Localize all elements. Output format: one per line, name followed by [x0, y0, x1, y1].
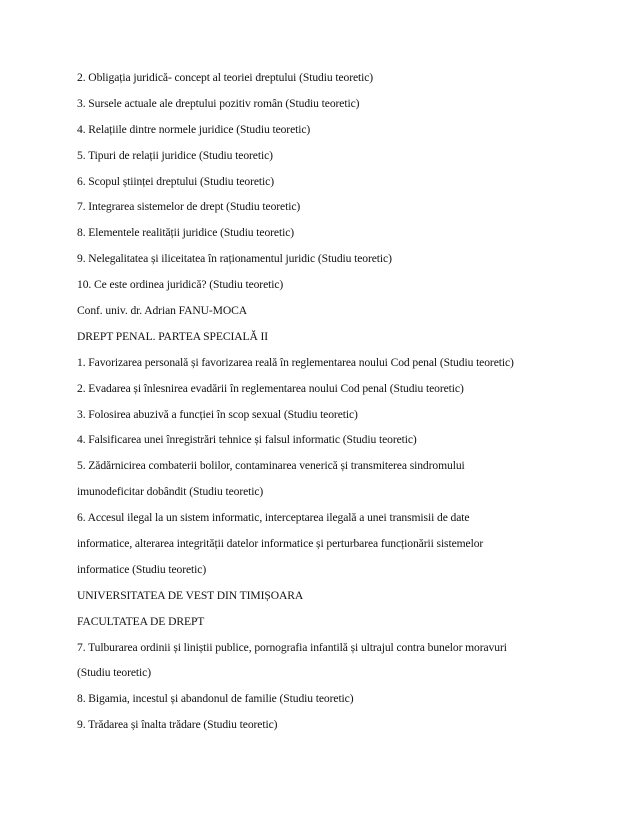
university-header: UNIVERSITATEA DE VEST DIN TIMIȘOARA	[77, 588, 304, 602]
text-line: 5. Tipuri de relații juridice (Studiu teoretic)	[77, 148, 273, 162]
text-line: 6. Accesul ilegal la un sistem informatic, interceptarea ilegală a unei transmisii de date	[77, 511, 470, 525]
text-line: 6. Scopul științei dreptului (Studiu teoretic)	[77, 174, 274, 188]
author-line: Conf. univ. dr. Adrian FANU-MOCA	[77, 304, 248, 318]
text-line: 7. Tulburarea ordinii și liniștii publice, pornografia infantilă și ultrajul contra bunelor moravuri	[77, 640, 507, 654]
text-line: 10. Ce este ordinea juridică? (Studiu teoretic)	[77, 278, 284, 292]
text-line: 4. Relațiile dintre normele juridice (Studiu teoretic)	[77, 122, 311, 136]
text-line: informatice (Studiu teoretic)	[77, 562, 207, 576]
text-line: 4. Falsificarea unei înregistrări tehnice și falsul informatic (Studiu teoretic)	[77, 433, 417, 447]
text-line: 5. Zădărnicirea combaterii bolilor, contaminarea venerică și transmiterea sindromului	[77, 459, 465, 473]
text-line: informatice, alterarea integrității datelor informatice și perturbarea funcționării sistemelor	[77, 537, 484, 551]
text-line: 3. Folosirea abuzivă a funcției în scop sexual (Studiu teoretic)	[77, 407, 358, 421]
text-line: 9. Trădarea și înalta trădare (Studiu teoretic)	[77, 718, 278, 732]
text-line: 8. Elementele realității juridice (Studiu teoretic)	[77, 226, 295, 240]
text-line: 3. Sursele actuale ale dreptului pozitiv român (Studiu teoretic)	[77, 96, 360, 110]
text-line: 2. Obligația juridică- concept al teoriei dreptului (Studiu teoretic)	[77, 71, 374, 84]
text-line: 8. Bigamia, incestul și abandonul de familie (Studiu teoretic)	[77, 692, 354, 706]
text-line: 2. Evadarea și înlesnirea evadării în reglementarea noului Cod penal (Studiu teoretic)	[77, 381, 464, 395]
text-line: 7. Integrarea sistemelor de drept (Studiu teoretic)	[77, 200, 301, 214]
faculty-header: FACULTATEA DE DREPT	[77, 614, 205, 628]
document-body	[77, 70, 577, 743]
text-line: (Studiu teoretic)	[77, 666, 151, 680]
course-title: DREPT PENAL. PARTEA SPECIALĂ II	[77, 329, 269, 343]
text-line: 9. Nelegalitatea și iliceitatea în raționamentul juridic (Studiu teoretic)	[77, 252, 392, 266]
text-line: imunodeficitar dobândit (Studiu teoretic)	[77, 485, 264, 499]
text-line: 1. Favorizarea personală și favorizarea reală în reglementarea noului Cod penal (Studiu teoretic)	[77, 355, 514, 369]
